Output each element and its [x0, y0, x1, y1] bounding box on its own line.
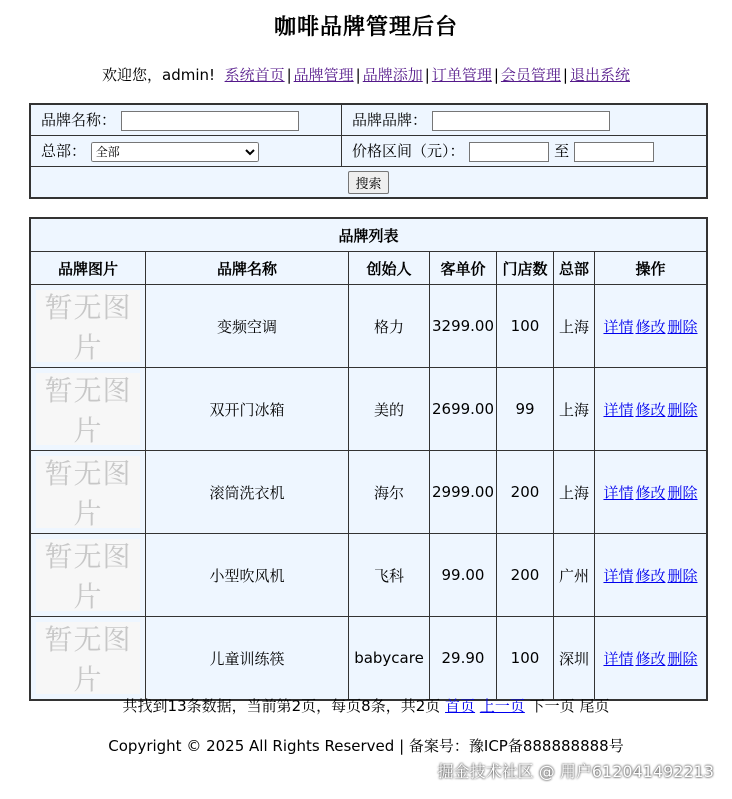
brand-image-cell	[30, 368, 146, 451]
actions-cell	[595, 451, 708, 534]
brand-name-label: 品牌名称：	[41, 111, 117, 130]
actions-cell	[595, 368, 708, 451]
col-header-image: 品牌图片	[30, 252, 146, 285]
hq-cell: 上海	[554, 451, 595, 534]
welcome-text: 欢迎您，admin!	[102, 66, 216, 84]
col-header-stores: 门店数	[497, 252, 554, 285]
brand-brand-input[interactable]	[432, 111, 610, 131]
price-range-label: 价格区间（元）：	[352, 142, 465, 161]
detail-link[interactable]: 详情	[603, 400, 634, 419]
hq-cell: 上海	[554, 285, 595, 368]
hq-cell: 广州	[554, 534, 595, 617]
edit-link[interactable]: 修改	[635, 649, 666, 668]
col-header-price: 客单价	[430, 252, 497, 285]
pagination-summary: 共找到13条数据，当前第2页，每页8条，共2页	[122, 697, 441, 715]
brand-image-cell	[30, 617, 146, 701]
next-page-text: 下一页	[529, 697, 575, 715]
nav-separator: |	[493, 66, 499, 84]
detail-link[interactable]: 详情	[603, 649, 634, 668]
stores-cell: 200	[497, 451, 554, 534]
brand-name-cell: 变频空调	[146, 285, 349, 368]
actions-cell	[595, 534, 708, 617]
brand-name-cell: 小型吹风机	[146, 534, 349, 617]
search-form	[29, 103, 708, 199]
price-cell: 2699.00	[430, 368, 497, 451]
no-image-placeholder: 暂无图片	[36, 539, 140, 611]
brand-brand-label: 品牌品牌：	[352, 111, 428, 130]
nav-separator: |	[355, 66, 361, 84]
detail-link[interactable]: 详情	[603, 566, 634, 585]
delete-link[interactable]: 删除	[667, 649, 698, 668]
brand-image-cell	[30, 451, 146, 534]
price-max-input[interactable]	[574, 142, 654, 162]
brand-name-input[interactable]	[121, 111, 299, 131]
page-title: 咖啡品牌管理后台	[273, 15, 458, 40]
watermark: 掘金技术社区 @ 用户612041492213	[437, 762, 714, 781]
hq-select[interactable]	[91, 142, 259, 162]
search-button[interactable]: 搜索	[348, 171, 388, 194]
stores-cell: 100	[497, 285, 554, 368]
hq-label: 总部：	[41, 142, 87, 161]
nav-link-brand-manage[interactable]: 品牌管理	[293, 66, 354, 84]
brand-name-cell: 儿童训练筷	[146, 617, 349, 701]
nav-link-orders[interactable]: 订单管理	[431, 66, 492, 84]
delete-link[interactable]: 删除	[667, 483, 698, 502]
table-row	[30, 534, 707, 617]
founder-cell: 飞科	[349, 534, 430, 617]
detail-link[interactable]: 详情	[603, 483, 634, 502]
table-row	[30, 617, 707, 701]
pagination	[0, 695, 732, 716]
hq-cell: 上海	[554, 368, 595, 451]
brand-image-cell	[30, 285, 146, 368]
actions-cell	[595, 285, 708, 368]
delete-link[interactable]: 删除	[667, 400, 698, 419]
actions-cell	[595, 617, 708, 701]
brand-image-cell	[30, 534, 146, 617]
prev-page-link[interactable]: 上一页	[479, 697, 525, 715]
founder-cell: 美的	[349, 368, 430, 451]
no-image-placeholder: 暂无图片	[36, 622, 140, 694]
nav-link-brand-add[interactable]: 品牌添加	[362, 66, 423, 84]
founder-cell: 海尔	[349, 451, 430, 534]
nav-separator: |	[286, 66, 292, 84]
founder-cell: babycare	[349, 617, 430, 701]
delete-link[interactable]: 删除	[667, 317, 698, 336]
table-row	[30, 285, 707, 368]
price-to-label: 至	[554, 142, 570, 161]
first-page-link[interactable]: 首页	[445, 697, 476, 715]
list-caption: 品牌列表	[30, 218, 707, 252]
brand-list-table	[29, 217, 708, 701]
table-row	[30, 368, 707, 451]
brand-name-cell: 双开门冰箱	[146, 368, 349, 451]
col-header-hq: 总部	[554, 252, 595, 285]
no-image-placeholder: 暂无图片	[36, 373, 140, 445]
price-cell: 2999.00	[430, 451, 497, 534]
price-cell: 29.90	[430, 617, 497, 701]
hq-cell: 深圳	[554, 617, 595, 701]
edit-link[interactable]: 修改	[635, 400, 666, 419]
col-header-founder: 创始人	[349, 252, 430, 285]
nav-link-members[interactable]: 会员管理	[500, 66, 561, 84]
nav-separator: |	[424, 66, 430, 84]
nav-separator: |	[562, 66, 568, 84]
stores-cell: 100	[497, 617, 554, 701]
table-row	[30, 451, 707, 534]
price-min-input[interactable]	[469, 142, 549, 162]
col-header-name: 品牌名称	[146, 252, 349, 285]
price-cell: 99.00	[430, 534, 497, 617]
no-image-placeholder: 暂无图片	[36, 456, 140, 528]
edit-link[interactable]: 修改	[635, 566, 666, 585]
edit-link[interactable]: 修改	[635, 317, 666, 336]
brand-name-cell: 滚筒洗衣机	[146, 451, 349, 534]
stores-cell: 99	[497, 368, 554, 451]
nav-link-home[interactable]: 系统首页	[224, 66, 285, 84]
nav-link-logout[interactable]: 退出系统	[569, 66, 630, 84]
founder-cell: 格力	[349, 285, 430, 368]
stores-cell: 200	[497, 534, 554, 617]
detail-link[interactable]: 详情	[603, 317, 634, 336]
price-cell: 3299.00	[430, 285, 497, 368]
footer-copyright: Copyright © 2025 All Rights Reserved | 备案号：豫ICP备888888888号	[108, 737, 624, 755]
last-page-text: 尾页	[579, 697, 610, 715]
top-nav	[0, 64, 732, 85]
no-image-placeholder: 暂无图片	[36, 290, 140, 362]
edit-link[interactable]: 修改	[635, 483, 666, 502]
delete-link[interactable]: 删除	[667, 566, 698, 585]
col-header-actions: 操作	[595, 252, 708, 285]
